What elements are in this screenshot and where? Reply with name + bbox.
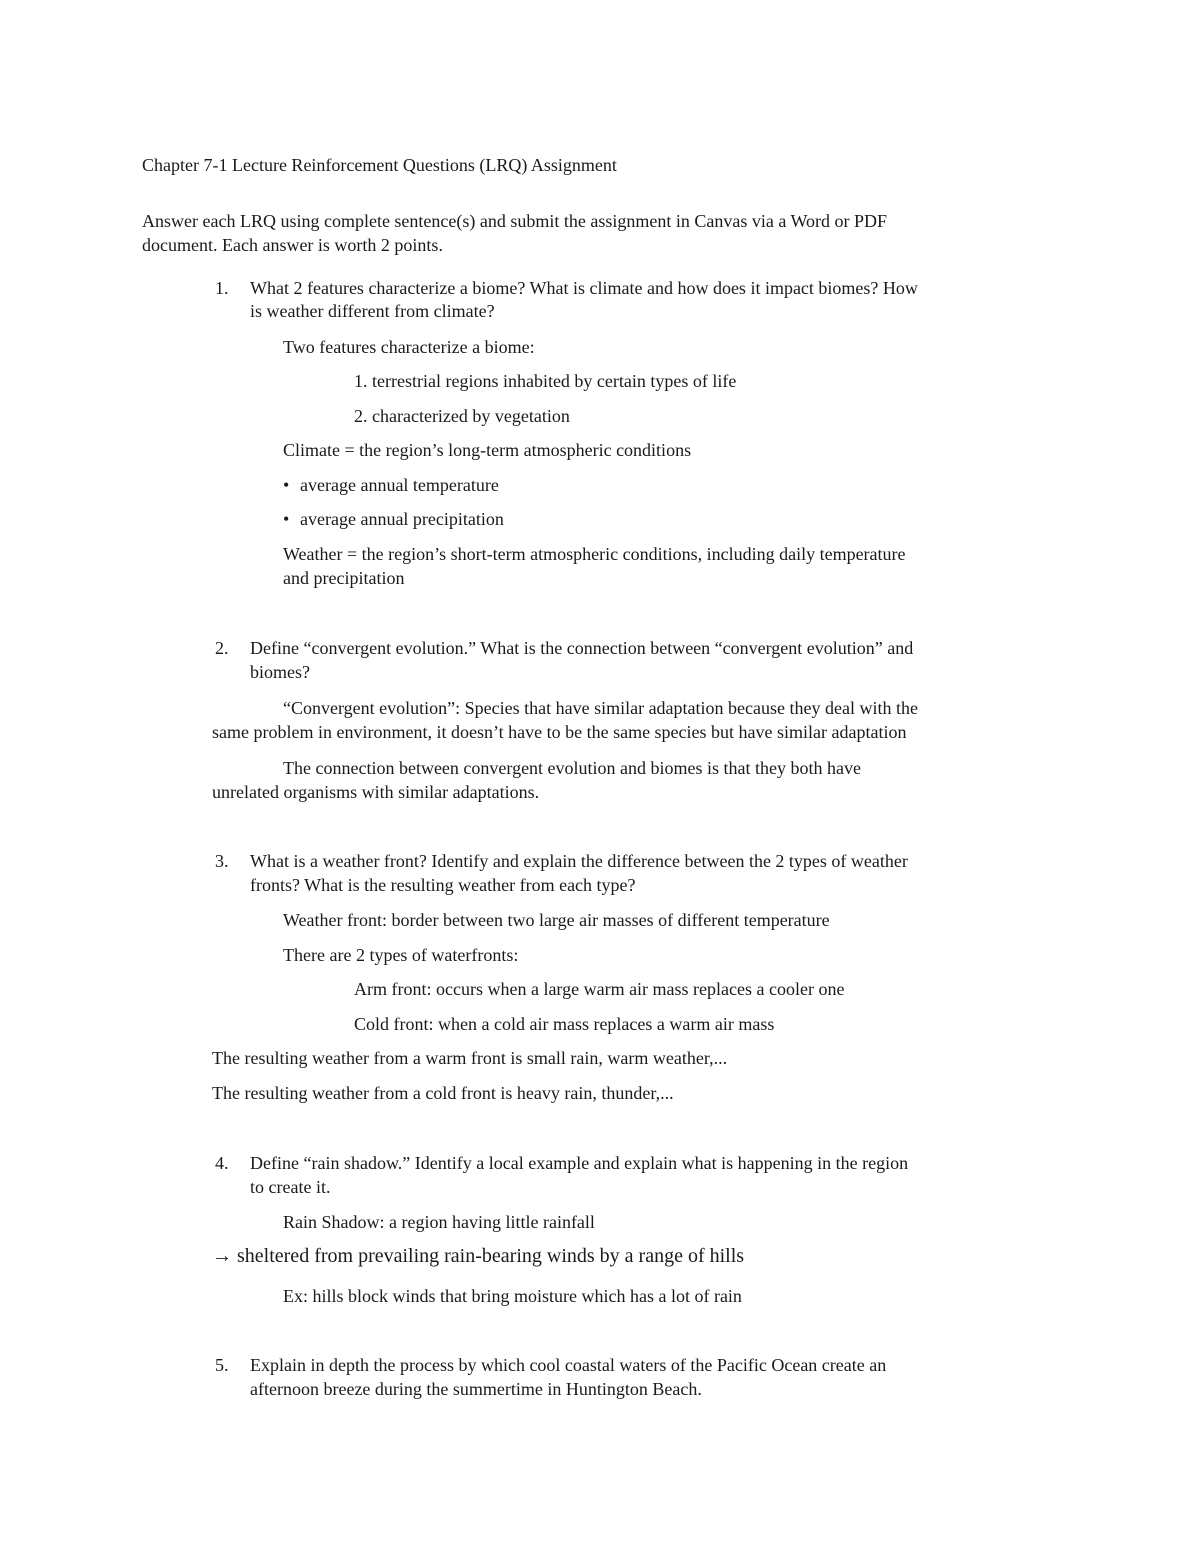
bullet-icon: •	[283, 509, 290, 529]
q1-number: 1.	[215, 278, 229, 298]
q1-climate: Climate = the region’s long-term atmospheric conditions	[283, 440, 692, 460]
q1-question-line-2: is weather different from climate?	[250, 301, 495, 321]
q4-arrow-line: → sheltered from prevailing rain-bearing winds by a range of hills	[212, 1245, 745, 1267]
q1-bullet-1-text: average annual temperature	[300, 475, 499, 495]
q5-question-line-1: Explain in depth the process by which cool coastal waters of the Pacific Ocean create an	[250, 1355, 887, 1375]
document-title: Chapter 7-1 Lecture Reinforcement Questions (LRQ) Assignment	[142, 155, 617, 175]
q2-definition-line-2: same problem in environment, it doesn’t have to be the same species but have similar adaptation	[212, 722, 907, 742]
q1-feature-1: 1. terrestrial regions inhabited by certain types of life	[354, 371, 737, 391]
q5-number: 5.	[215, 1355, 229, 1375]
instructions-line-1: Answer each LRQ using complete sentence(s) and submit the assignment in Canvas via a Word or PDF	[142, 211, 888, 231]
instructions-line-2: document. Each answer is worth 2 points.	[142, 235, 443, 255]
q2-question-line-2: biomes?	[250, 662, 310, 682]
q3-number: 3.	[215, 851, 229, 871]
q2-definition-line-1: “Convergent evolution”: Species that have similar adaptation because they deal with the	[283, 698, 918, 718]
q4-question-line-1: Define “rain shadow.” Identify a local example and explain what is happening in the region	[250, 1153, 909, 1173]
q1-weather-line-2: and precipitation	[283, 568, 405, 588]
q2-number: 2.	[215, 638, 229, 658]
q3-cold-front: Cold front: when a cold air mass replaces a warm air mass	[354, 1014, 775, 1034]
q3-cold-result: The resulting weather from a cold front is heavy rain, thunder,...	[212, 1083, 674, 1103]
q3-warm-front: Arm front: occurs when a large warm air mass replaces a cooler one	[354, 979, 845, 999]
q1-question-line-1: What 2 features characterize a biome? What is climate and how does it impact biomes? How	[250, 278, 918, 298]
q5-question-line-2: afternoon breeze during the summertime in Huntington Beach.	[250, 1379, 702, 1399]
q3-definition: Weather front: border between two large air masses of different temperature	[283, 910, 830, 930]
q1-feature-2: 2. characterized by vegetation	[354, 406, 570, 426]
q4-example: Ex: hills block winds that bring moisture which has a lot of rain	[283, 1286, 742, 1306]
q3-question-line-2: fronts? What is the resulting weather from each type?	[250, 875, 636, 895]
q3-question-line-1: What is a weather front? Identify and explain the difference between the 2 types of weather	[250, 851, 908, 871]
q3-warm-result: The resulting weather from a warm front is small rain, warm weather,...	[212, 1048, 728, 1068]
q1-bullet-2-text: average annual precipitation	[300, 509, 504, 529]
q4-definition: Rain Shadow: a region having little rainfall	[283, 1212, 595, 1232]
q1-weather-line-1: Weather = the region’s short-term atmospheric conditions, including daily temperature	[283, 544, 906, 564]
q3-types-intro: There are 2 types of waterfronts:	[283, 945, 519, 965]
q1-bullet-1	[283, 473, 499, 497]
q2-connection-line-2: unrelated organisms with similar adaptations.	[212, 782, 540, 802]
bullet-icon: •	[283, 475, 290, 495]
q4-question-line-2: to create it.	[250, 1177, 331, 1197]
q2-connection-line-1: The connection between convergent evolution and biomes is that they both have	[283, 758, 862, 778]
q4-number: 4.	[215, 1153, 229, 1173]
q1-bullet-2	[283, 507, 504, 531]
q2-question-line-1: Define “convergent evolution.” What is the connection between “convergent evolution” and	[250, 638, 914, 658]
q1-features-intro: Two features characterize a biome:	[283, 337, 535, 357]
